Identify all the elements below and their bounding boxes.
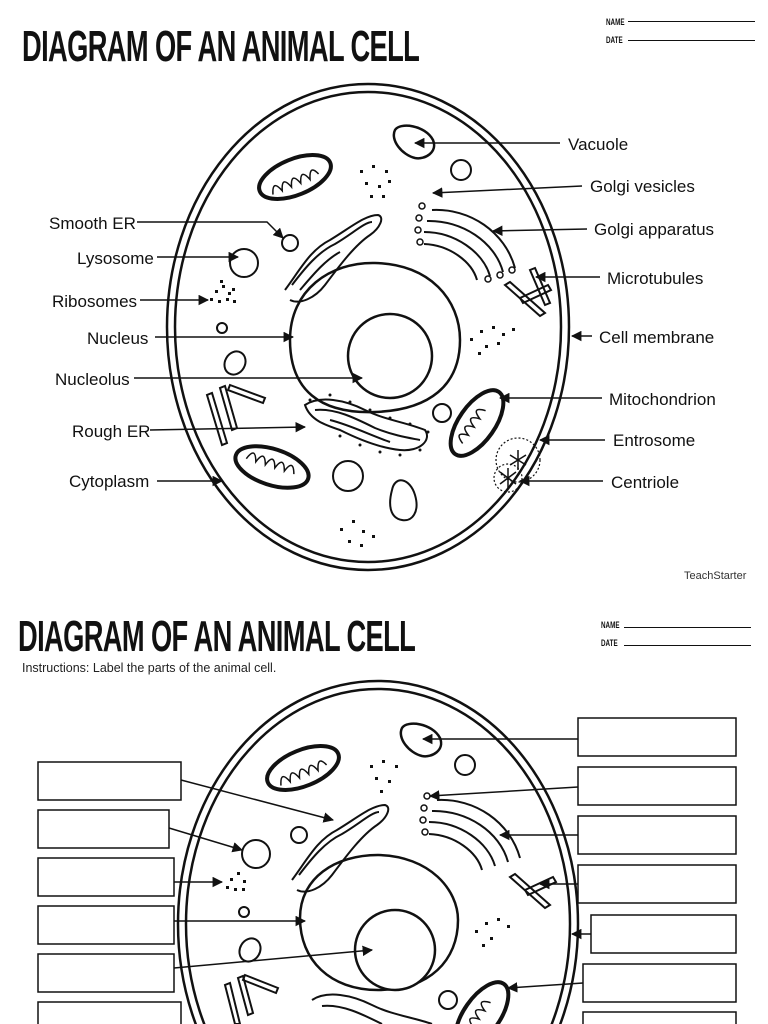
label-mitochondrion: Mitochondrion: [609, 390, 716, 409]
label-nucleolus: Nucleolus: [55, 370, 130, 389]
label-box[interactable]: [578, 718, 736, 756]
label-box[interactable]: [583, 964, 736, 1002]
label-box[interactable]: [38, 906, 174, 944]
date-label: DATE: [606, 35, 623, 45]
label-box[interactable]: [578, 865, 736, 903]
instructions: Instructions: Label the parts of the animal cell.: [22, 661, 277, 675]
label-nucleus: Nucleus: [87, 329, 149, 348]
label-box[interactable]: [38, 810, 169, 848]
label-ribosomes: Ribosomes: [52, 292, 138, 311]
label-rough-er: Rough ER: [72, 422, 151, 441]
label-box[interactable]: [591, 915, 736, 953]
page-title: DIAGRAM OF AN ANIMAL CELL: [22, 22, 420, 71]
brand-logo: TeachStarter: [684, 570, 747, 582]
label-golgi-vesicles: Golgi vesicles: [590, 177, 695, 196]
label-entrosome: Entrosome: [613, 431, 696, 450]
label-cell-membrane: Cell membrane: [599, 328, 715, 347]
date-label-2: DATE: [601, 638, 618, 648]
label-box[interactable]: [38, 1002, 181, 1024]
name-label: NAME: [606, 17, 625, 27]
name-label-2: NAME: [601, 620, 620, 630]
label-centriole: Centriole: [611, 473, 680, 492]
label-box[interactable]: [583, 1012, 736, 1024]
label-golgi-apparatus: Golgi apparatus: [594, 220, 715, 239]
label-box[interactable]: [578, 816, 736, 854]
label-vacuole: Vacuole: [568, 135, 629, 154]
label-box[interactable]: [38, 762, 181, 800]
label-smooth-er: Smooth ER: [49, 214, 136, 233]
label-box[interactable]: [38, 954, 174, 992]
page-title-2: DIAGRAM OF AN ANIMAL CELL: [18, 612, 416, 661]
label-cytoplasm: Cytoplasm: [69, 472, 150, 491]
label-lysosome: Lysosome: [77, 249, 154, 268]
label-box[interactable]: [578, 767, 736, 805]
label-box[interactable]: [38, 858, 174, 896]
label-microtubules: Microtubules: [607, 269, 704, 288]
